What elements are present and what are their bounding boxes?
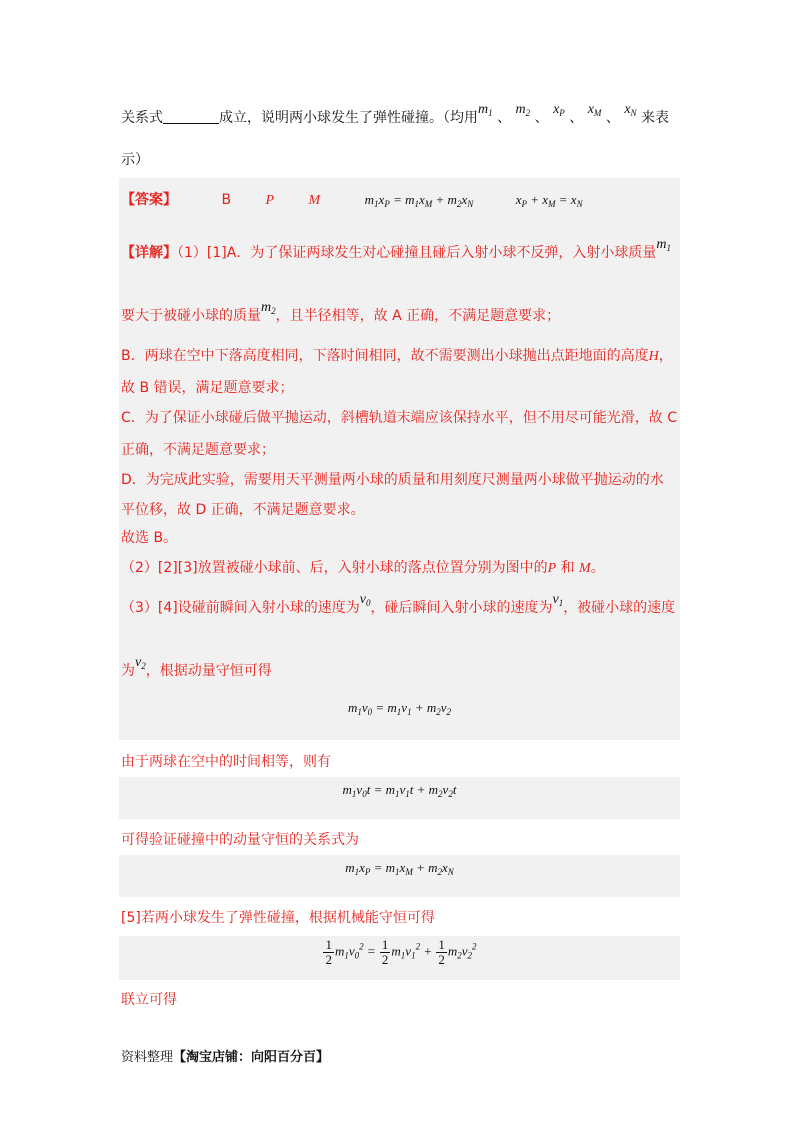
question-line-2: 示） — [121, 152, 149, 168]
var-xN: $x_N$ — [624, 102, 637, 118]
var-H: H — [648, 349, 659, 364]
var-P: P — [547, 561, 557, 576]
explain-combine: 联立可得 — [121, 992, 177, 1008]
explain-part-3-line-1 — [121, 592, 680, 622]
explain-relation: 可得验证碰撞中的动量守恒的关系式为 — [121, 832, 359, 848]
footer — [121, 1046, 329, 1065]
explain-B-line-2: 故 B 错误，满足题意要求； — [121, 380, 294, 396]
explain-D-line-2: 平位移，故 D 正确，不满足题意要求。 — [121, 502, 365, 518]
explain-B-text: B．两球在空中下落高度相同，下落时间相同，故不需要测出小球抛出点距地面的高度 — [121, 348, 649, 364]
explain-label: 【详解】 — [121, 245, 177, 261]
var-xP: $x_P$ — [553, 102, 565, 118]
fraction-half-3: $\frac{1}{2}$ — [438, 937, 445, 967]
var-xM: $x_M$ — [587, 102, 602, 118]
explain-p2-and: 和 — [556, 560, 580, 576]
fraction-half-2: $\frac{1}{2}$ — [381, 937, 389, 967]
explain-choose: 故选 B。 — [121, 530, 178, 546]
var-m2: $m_2$ — [515, 102, 531, 118]
explain-p1a: （1）[1]A．为了保证两球发生对心碰撞且碰后入射小球不反弹，入射小球质量 — [177, 245, 657, 261]
explain-p1b-a: 要大于被碰小球的质量 — [121, 308, 261, 324]
question-text-before: 关系式 — [121, 110, 163, 126]
explain-p3-b: ，碰后瞬间入射小球的速度为 — [370, 600, 553, 616]
var-m2-inline: $m_2$ — [261, 300, 276, 316]
equation-momentum-time: $m_1v_0t = m_1v_1t + m_2v_2t$ — [342, 782, 457, 799]
explain-elastic: [5]若两小球发生了弹性碰撞，根据机械能守恒可得 — [121, 910, 435, 926]
explain-part-2 — [121, 558, 680, 579]
explain-line-2 — [121, 300, 680, 330]
var-m1: $m_1$ — [478, 102, 493, 118]
footer-prefix: 资料整理 — [121, 1050, 174, 1065]
equation-momentum: $m_1v_0 = m_1v_1 + m_2v_2$ — [347, 700, 452, 717]
question-text-end: 来表 — [641, 110, 669, 126]
var-v2: $v_2$ — [135, 655, 146, 671]
answer-item-2: P — [265, 193, 275, 208]
answer-formula-momentum: $m_1x_P = m_1x_M + m_2x_N$ — [364, 192, 474, 209]
equation-relation: $m_1x_P = m_1x_M + m_2x_N$ — [345, 860, 454, 877]
explain-C-line-2: 正确，不满足题意要求； — [121, 442, 275, 458]
var-v0: $v_0$ — [359, 592, 371, 608]
answer-item-1: B — [221, 192, 232, 208]
explain-line-1 — [121, 237, 680, 267]
explain-p2-end: 。 — [590, 560, 605, 576]
equation-energy: $\frac{1}{2}$ $m_1v_0^2$ = $\frac{1}{2}$ $m_1v_1^2$ + $\frac{1}{2}$ $m_2v_2^2$ — [325, 937, 477, 967]
answer-item-3: M — [308, 193, 321, 208]
explain-part-3-line-2 — [121, 655, 680, 685]
explain-time-equal: 由于两球在空中的时间相等，则有 — [121, 754, 331, 770]
var-M: M — [579, 561, 591, 576]
question-line-1: 关系式 成立，说明两小球发生了弹性碰撞。（均用$m_1$ 、 $m_2$ 、 $x_P$ 、 $x_M$ 、 $x_N$ 来表 — [121, 102, 669, 126]
answer-line — [121, 190, 680, 214]
explain-p3-d2: ，根据动量守恒可得 — [145, 663, 272, 679]
var-m1-inline: $m_1$ — [656, 237, 671, 253]
explain-p2-text: （2）[2][3]放置被碰小球前、后，入射小球的落点位置分别为图中的 — [121, 560, 548, 576]
explain-D-line-1: D．为完成此实验，需要用天平测量两小球的质量和用刻度尺测量两小球做平抛运动的水 — [121, 472, 664, 488]
var-v1: $v_1$ — [552, 592, 564, 608]
answer-formula-elastic: $x_P + x_M = x_N$ — [515, 192, 583, 209]
explain-B-line-1 — [121, 346, 680, 367]
explain-B-end: ， — [658, 348, 673, 364]
footer-shop: 【淘宝店铺：向阳百分百】 — [173, 1050, 330, 1065]
fraction-half-1: $\frac{1}{2}$ — [325, 937, 332, 967]
explain-p3-d1: 为 — [121, 663, 135, 679]
answer-blank — [163, 109, 219, 124]
answer-label: 【答案】 — [121, 192, 177, 208]
explain-C-line-1: C．为了保证小球碰后做平抛运动，斜槽轨道末端应该保持水平，但不用尽可能光滑，故 C — [121, 410, 677, 426]
explain-p3-c: ，被碰小球的速度 — [563, 600, 676, 616]
explain-p1b-b: ，且半径相等，故 A 正确，不满足题意要求； — [275, 308, 561, 324]
question-text-after: 成立，说明两小球发生了弹性碰撞。（均用 — [219, 110, 478, 126]
explain-p3-a: （3）[4]设碰前瞬间入射小球的速度为 — [121, 600, 360, 616]
